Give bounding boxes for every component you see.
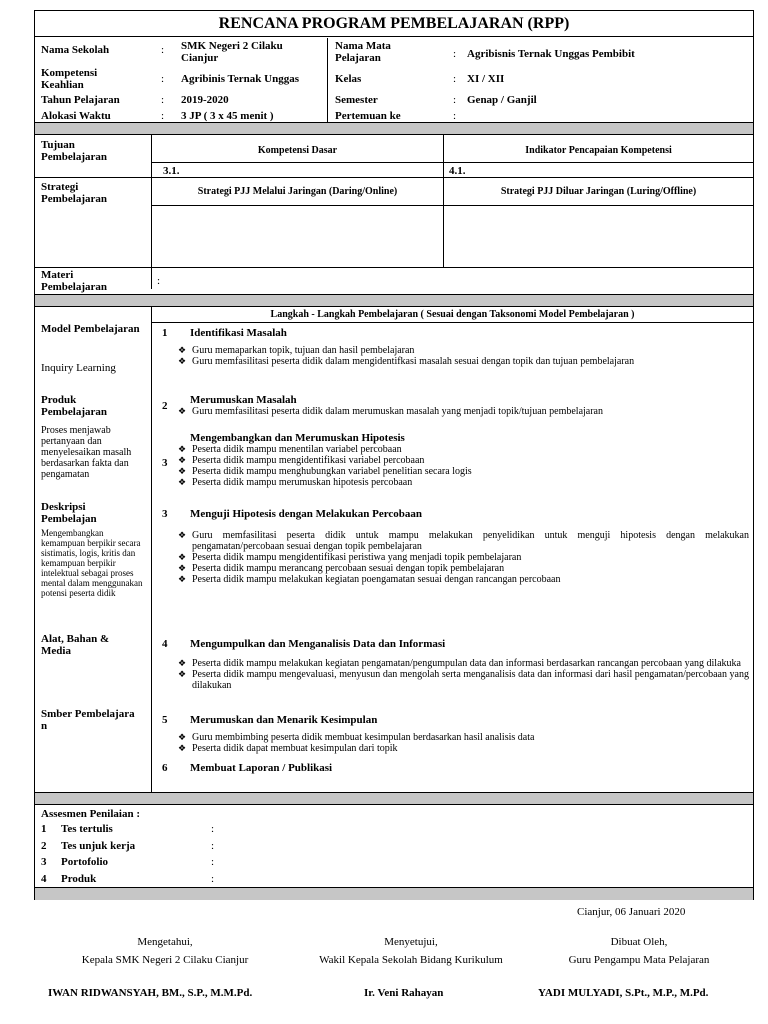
step-4 xyxy=(152,508,749,585)
step-title: Menguji Hipotesis dengan Melakukan Percobaan xyxy=(190,508,423,520)
label-tujuan: Tujuan Pembelajaran xyxy=(41,139,107,163)
diamond-bullet-icon: ❖ xyxy=(178,444,187,454)
signer-name-guru: YADI MULYADI, S.Pt., M.P., M.Pd. xyxy=(538,987,709,999)
kd-value: 3.1. xyxy=(163,165,180,177)
list-item: 2 Tes unjuk kerja : xyxy=(41,840,215,852)
diamond-bullet-icon: ❖ xyxy=(178,658,187,668)
strategi-daring: Strategi PJJ Melalui Jaringan (Daring/Online) xyxy=(197,186,398,197)
diamond-bullet-icon: ❖ xyxy=(178,356,187,366)
step-title: Merumuskan Masalah xyxy=(190,394,297,406)
label-pertemuan: Pertemuan ke xyxy=(335,110,401,122)
value-mata-pelajaran: Agribisnis Ternak Unggas Pembibit xyxy=(467,48,635,60)
label-strategi: Strategi Pembelajaran xyxy=(41,181,107,205)
value-alokasi-waktu: 3 JP ( 3 x 45 menit ) xyxy=(181,110,274,122)
step-title: Mengumpulkan dan Menganalisis Data dan Informasi xyxy=(190,638,446,650)
step-3 xyxy=(152,432,749,488)
section-divider xyxy=(35,295,753,307)
step-number: 2 xyxy=(162,400,168,412)
colon: : xyxy=(161,94,165,106)
colon: : xyxy=(453,110,457,122)
diamond-bullet-icon: ❖ xyxy=(178,552,187,562)
value-kelas: XI / XII xyxy=(467,73,505,85)
strategi-luring: Strategi PJJ Diluar Jaringan (Luring/Offline) xyxy=(500,186,697,197)
list-item: ❖ Guru memaparkan topik, tujuan dan hasil pembelajaran xyxy=(178,345,415,356)
label-deskripsi: Deskripsi Pembelajan xyxy=(41,501,97,525)
diamond-bullet-icon: ❖ xyxy=(178,345,187,355)
list-item: ❖ Peserta didik dapat membuat kesimpulan dari topik xyxy=(178,743,398,754)
ipk-header: Indikator Pencapaian Kompetensi xyxy=(525,145,672,156)
step-title: Identifikasi Masalah xyxy=(190,327,287,339)
colon: : xyxy=(453,48,457,60)
list-item: ❖ Peserta didik mampu mengidentifikasi variabel percobaan xyxy=(178,455,425,466)
list-item: ❖ Peserta didik mampu menghubungkan variabel penelitian secara logis xyxy=(178,466,472,477)
signature-kepala-sekolah: Mengetahui, Kepala SMK Negeri 2 Cilaku Cianjur xyxy=(81,936,249,966)
diamond-bullet-icon: ❖ xyxy=(178,669,187,679)
assesmen-list xyxy=(41,823,341,890)
label-produk: Produk Pembelajaran xyxy=(41,394,107,418)
list-item: ❖ Peserta didik mampu mengevaluasi, menyusun dan mengolah serta menganalisis data dan informasi dari hasil pengamatan/percobaan yang dilakukan xyxy=(178,669,749,691)
value-deskripsi: Mengembangkan kemampuan berpikir secara sistimatis, logis, kritis dan kemampuan berpikir intelektual sebagai proses mental dalam menggunakan potensi peserta didik xyxy=(41,528,143,598)
langkah-header: Langkah - Langkah Pembelajaran ( Sesuai dengan Taksonomi Model Pembelajaran ) xyxy=(270,309,635,320)
section-divider xyxy=(35,123,753,135)
colon: : xyxy=(453,94,457,106)
value-tahun-pelajaran: 2019-2020 xyxy=(181,94,229,106)
value-nama-sekolah: SMK Negeri 2 Cilaku Cianjur xyxy=(181,40,283,64)
step-number: 6 xyxy=(162,762,168,774)
diamond-bullet-icon: ❖ xyxy=(178,477,187,487)
page-title: RENCANA PROGRAM PEMBELAJARAN (RPP) xyxy=(35,11,753,37)
diamond-bullet-icon: ❖ xyxy=(178,574,187,584)
value-produk: Proses menjawab pertanyaan dan menyelesaikan masalh berdasarkan fakta dan pengamatan xyxy=(41,425,132,480)
colon: : xyxy=(157,275,161,287)
label-model: Model Pembelajaran xyxy=(41,323,140,335)
value-semester: Genap / Ganjil xyxy=(467,94,537,106)
assesmen-title: Assesmen Penilaian : xyxy=(41,808,140,820)
step-number: 3 xyxy=(162,508,168,520)
diamond-bullet-icon: ❖ xyxy=(178,455,187,465)
colon: : xyxy=(161,44,165,56)
label-semester: Semester xyxy=(335,94,378,106)
step-6 xyxy=(152,714,749,754)
colon: : xyxy=(161,73,165,85)
label-kompetensi-keahlian: Kompetensi Keahlian xyxy=(41,67,98,91)
step-title: Merumuskan dan Menarik Kesimpulan xyxy=(190,714,378,726)
list-item: ❖ Peserta didik mampu mengidentifikasi peristiwa yang menjadi topik pembelajaran xyxy=(178,552,522,563)
step-number: 5 xyxy=(162,714,168,726)
kd-header: Kompetensi Dasar xyxy=(257,145,338,156)
list-item: ❖ Peserta didik mampu melakukan kegiatan pengamatan/pengumpulan data dan informasi berdasarkan rancangan percobaan yang dilakuka xyxy=(178,658,741,669)
list-item: ❖ Peserta didik mampu menentilan variabel percobaan xyxy=(178,444,402,455)
list-item: 1 Tes tertulis : xyxy=(41,823,215,835)
list-item: 4 Produk : xyxy=(41,873,215,885)
label-mata-pelajaran: Nama Mata Pelajaran xyxy=(335,40,391,64)
value-kompetensi-keahlian: Agribinis Ternak Unggas xyxy=(181,73,299,85)
list-item: ❖ Guru memfasilitasi peserta didik dalam merumuskan masalah yang menjadi topik/tujuan pembelajaran xyxy=(178,406,603,417)
diamond-bullet-icon: ❖ xyxy=(178,563,187,573)
step-2 xyxy=(152,394,749,417)
step-number: 1 xyxy=(162,327,168,339)
label-alat: Alat, Bahan & Media xyxy=(41,633,110,657)
value-model: Inquiry Learning xyxy=(41,362,116,374)
colon: : xyxy=(161,110,165,122)
list-item: ❖ Guru memfasilitasi peserta didik dalam mengidentifkasi masalah sesuai dengan topik dan tujuan pembelajaran xyxy=(178,356,635,367)
list-item: ❖ Peserta didik mampu melakukan kegiatan poengamatan sesuai dengan rancangan percobaan xyxy=(178,574,561,585)
label-kelas: Kelas xyxy=(335,73,362,85)
list-item: ❖ Guru membimbing peserta didik membuat kesimpulan berdasarkan hasil analisis data xyxy=(178,732,535,743)
signer-name-kepala: IWAN RIDWANSYAH, BM., S.P., M.M.Pd. xyxy=(48,987,253,999)
ipk-value: 4.1. xyxy=(449,165,466,177)
diamond-bullet-icon: ❖ xyxy=(178,743,187,753)
signer-name-wakasek: Ir. Veni Rahayan xyxy=(364,987,444,999)
list-item: ❖ Guru memfasilitasi peserta didik untuk mampu melakukan penyelidikan untuk menguji hipotesis dengan melakukan pengamatan/percobaan sesuai dengan topik pembelajaran xyxy=(178,530,749,552)
list-item: ❖ Peserta didik mampu merumuskan hipotesis percobaan xyxy=(178,477,413,488)
label-alokasi-waktu: Alokasi Waktu xyxy=(41,110,111,122)
step-7 xyxy=(152,762,749,774)
section-divider xyxy=(35,888,753,900)
label-nama-sekolah: Nama Sekolah xyxy=(41,44,110,56)
signature-guru: Dibuat Oleh, Guru Pengampu Mata Pelajaran xyxy=(568,936,710,966)
section-divider xyxy=(35,793,753,805)
step-title: Membuat Laporan / Publikasi xyxy=(190,762,333,774)
rpp-document xyxy=(34,10,754,900)
step-number: 3 xyxy=(162,457,168,469)
diamond-bullet-icon: ❖ xyxy=(178,530,187,540)
step-number: 4 xyxy=(162,638,168,650)
list-item: ❖ Peserta didik mampu merancang percobaan sesuai dengan topik pembelajaran xyxy=(178,563,505,574)
place-date: Cianjur, 06 Januari 2020 xyxy=(577,906,686,918)
label-sumber: Smber Pembelajara n xyxy=(41,708,135,732)
step-5 xyxy=(152,638,749,691)
identity-block xyxy=(35,38,753,122)
signature-wakasek: Menyetujui, Wakil Kepala Sekolah Bidang Kurikulum xyxy=(319,936,503,966)
step-1 xyxy=(152,327,749,367)
label-materi: Materi Pembelajaran xyxy=(41,269,107,293)
diamond-bullet-icon: ❖ xyxy=(178,466,187,476)
step-title: Mengembangkan dan Merumuskan Hipotesis xyxy=(190,432,405,444)
colon: : xyxy=(453,73,457,85)
diamond-bullet-icon: ❖ xyxy=(178,406,187,416)
list-item: 3 Portofolio : xyxy=(41,856,215,868)
label-tahun-pelajaran: Tahun Pelajaran xyxy=(41,94,120,106)
diamond-bullet-icon: ❖ xyxy=(178,732,187,742)
